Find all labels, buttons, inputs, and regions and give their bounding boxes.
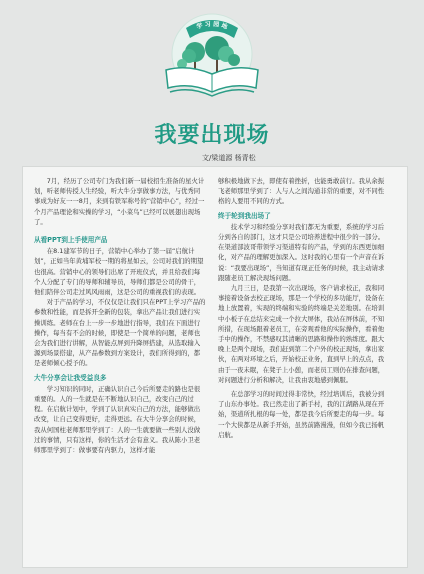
left-column (34, 176, 206, 455)
paragraph: 7月，经历了公司专门为我们新一届校招生准备的星火计划，听老师传授人生经验，听大牛分享做事方法，与优秀同事成为好友一一8月，来到有铁军称号的“营销中心”，经过一个月产品理论和实操的学习，“小菜鸟”已经可以展翅出现场了。 (34, 177, 205, 226)
section-heading: 大牛分享会让我受益良多 (34, 373, 107, 382)
author-byline: 文/梁道源 杨青松 (202, 154, 256, 162)
paragraph: 技术学习和经验分享对我们都无为重要，系统的学习后分到各自的部门，这才只是公司培养进程中很少的一部分。在渠道部波哥带领学习渠道特有的产品，学到的东西更加细化，对产品的理解更加深入。这时我的心里有一个声音在诉说：“我要出现场”，当知道有现正任务的时候，我主动请求跟随老员工解决现场问题。 (218, 222, 385, 282)
open-book-emblem (148, 8, 276, 108)
right-column (218, 176, 390, 440)
paragraph: 够积极地做下去，即使有着挫折，也能勇敢前行。我从余振飞老师那里学到了：人与人之间沟通非常的重要，对不同性格的人要用不同的方式。 (218, 177, 385, 206)
paragraph: 对于产品的学习，不仅仅是让我们只在PPT上学习产品的参数和性能，而是拆开全新的包装，拿出产品让我们进行实操训练。老师在台上一步一步地进行指导，我们在下面进行操作，每当有不会的时候，即使是一个简单的问题，老师也会为我们进行讲解，从智能点屏到升降屏搭建，从选取输入源到场景搭建，从产品参数到方案设计，我们所得到的，都是老师倾心授予的。 (34, 298, 206, 368)
badge-text: 学 习 园 地 (195, 20, 229, 31)
section-heading: 终于轮到我出场了 (218, 211, 271, 220)
section-heading: 从看PPT到上手使用产品 (34, 236, 108, 245)
paragraph: 在8.1建军节的日子，营销中心举办了第一届“启航计划”，正如当年黄埔军校一期的将星如云，公司对我们的期望也很高。营销中心的领导们出席了开班仪式，并且给我们每个人分配了专门的导师和辅导员，导师们都是公司的骨干，他们陪伴公司走过风风雨雨，这是公司的重视我们的表现。 (34, 247, 204, 297)
paragraph: 九月三日，是我第一次出现场，客户请求校正，我和同事接着设备去校正现场，那是一个学校的多功能厅，设备在地上放置着，实现的终端和实验的终端是关差地别。在培训中小板子在总结来完成一个拉大屏体，我站在屏体前，不知所措，在现场跟着老员工，在旁观看他的实际操作，看着他手中的操作，不禁感叹其清晰的思路和操作的熟练度。跟大晚上是两个现场，我们赶到第二个户外的校正现场，拿出家伙，在两对环境之后，开始校正业务，直到早上的点点，我由于一夜未眠，在凳子上小憩，而老员工则仍在排查问题，对问题进行分析和解决，让我由衷地感到佩服。 (218, 284, 385, 384)
page-title: 我要出现场 (154, 123, 270, 148)
paragraph: 在总部学习的时间过得非常快，经过培训后，我被分到了山东办事处。我已然走出了新手村，我的江湖路从现在开始，渠道所扎根的每一处，都是我今后所要走的每一步。每一个大侠都是从新手开始，虽然前路漫漫，但如今我已扬帆启航。 (218, 390, 385, 439)
paragraph: 学习知识的同时，正确认识自己今后所要走的路也是很重要的。人的一生就是在不断地认识自己，改变自己的过程。在启航计划中，学到了认识真实自己的方法，能够做出改变，让自己变得更好，走得更远。在大牛分享会的时候，我从何国柱老师那里学到了：人的一生就要做一些别人没做过的事情，只有这样，你的生活才会有意义。我从陈小卫老师那里学到了：做事要有内驱力，这样才能 (34, 384, 201, 455)
